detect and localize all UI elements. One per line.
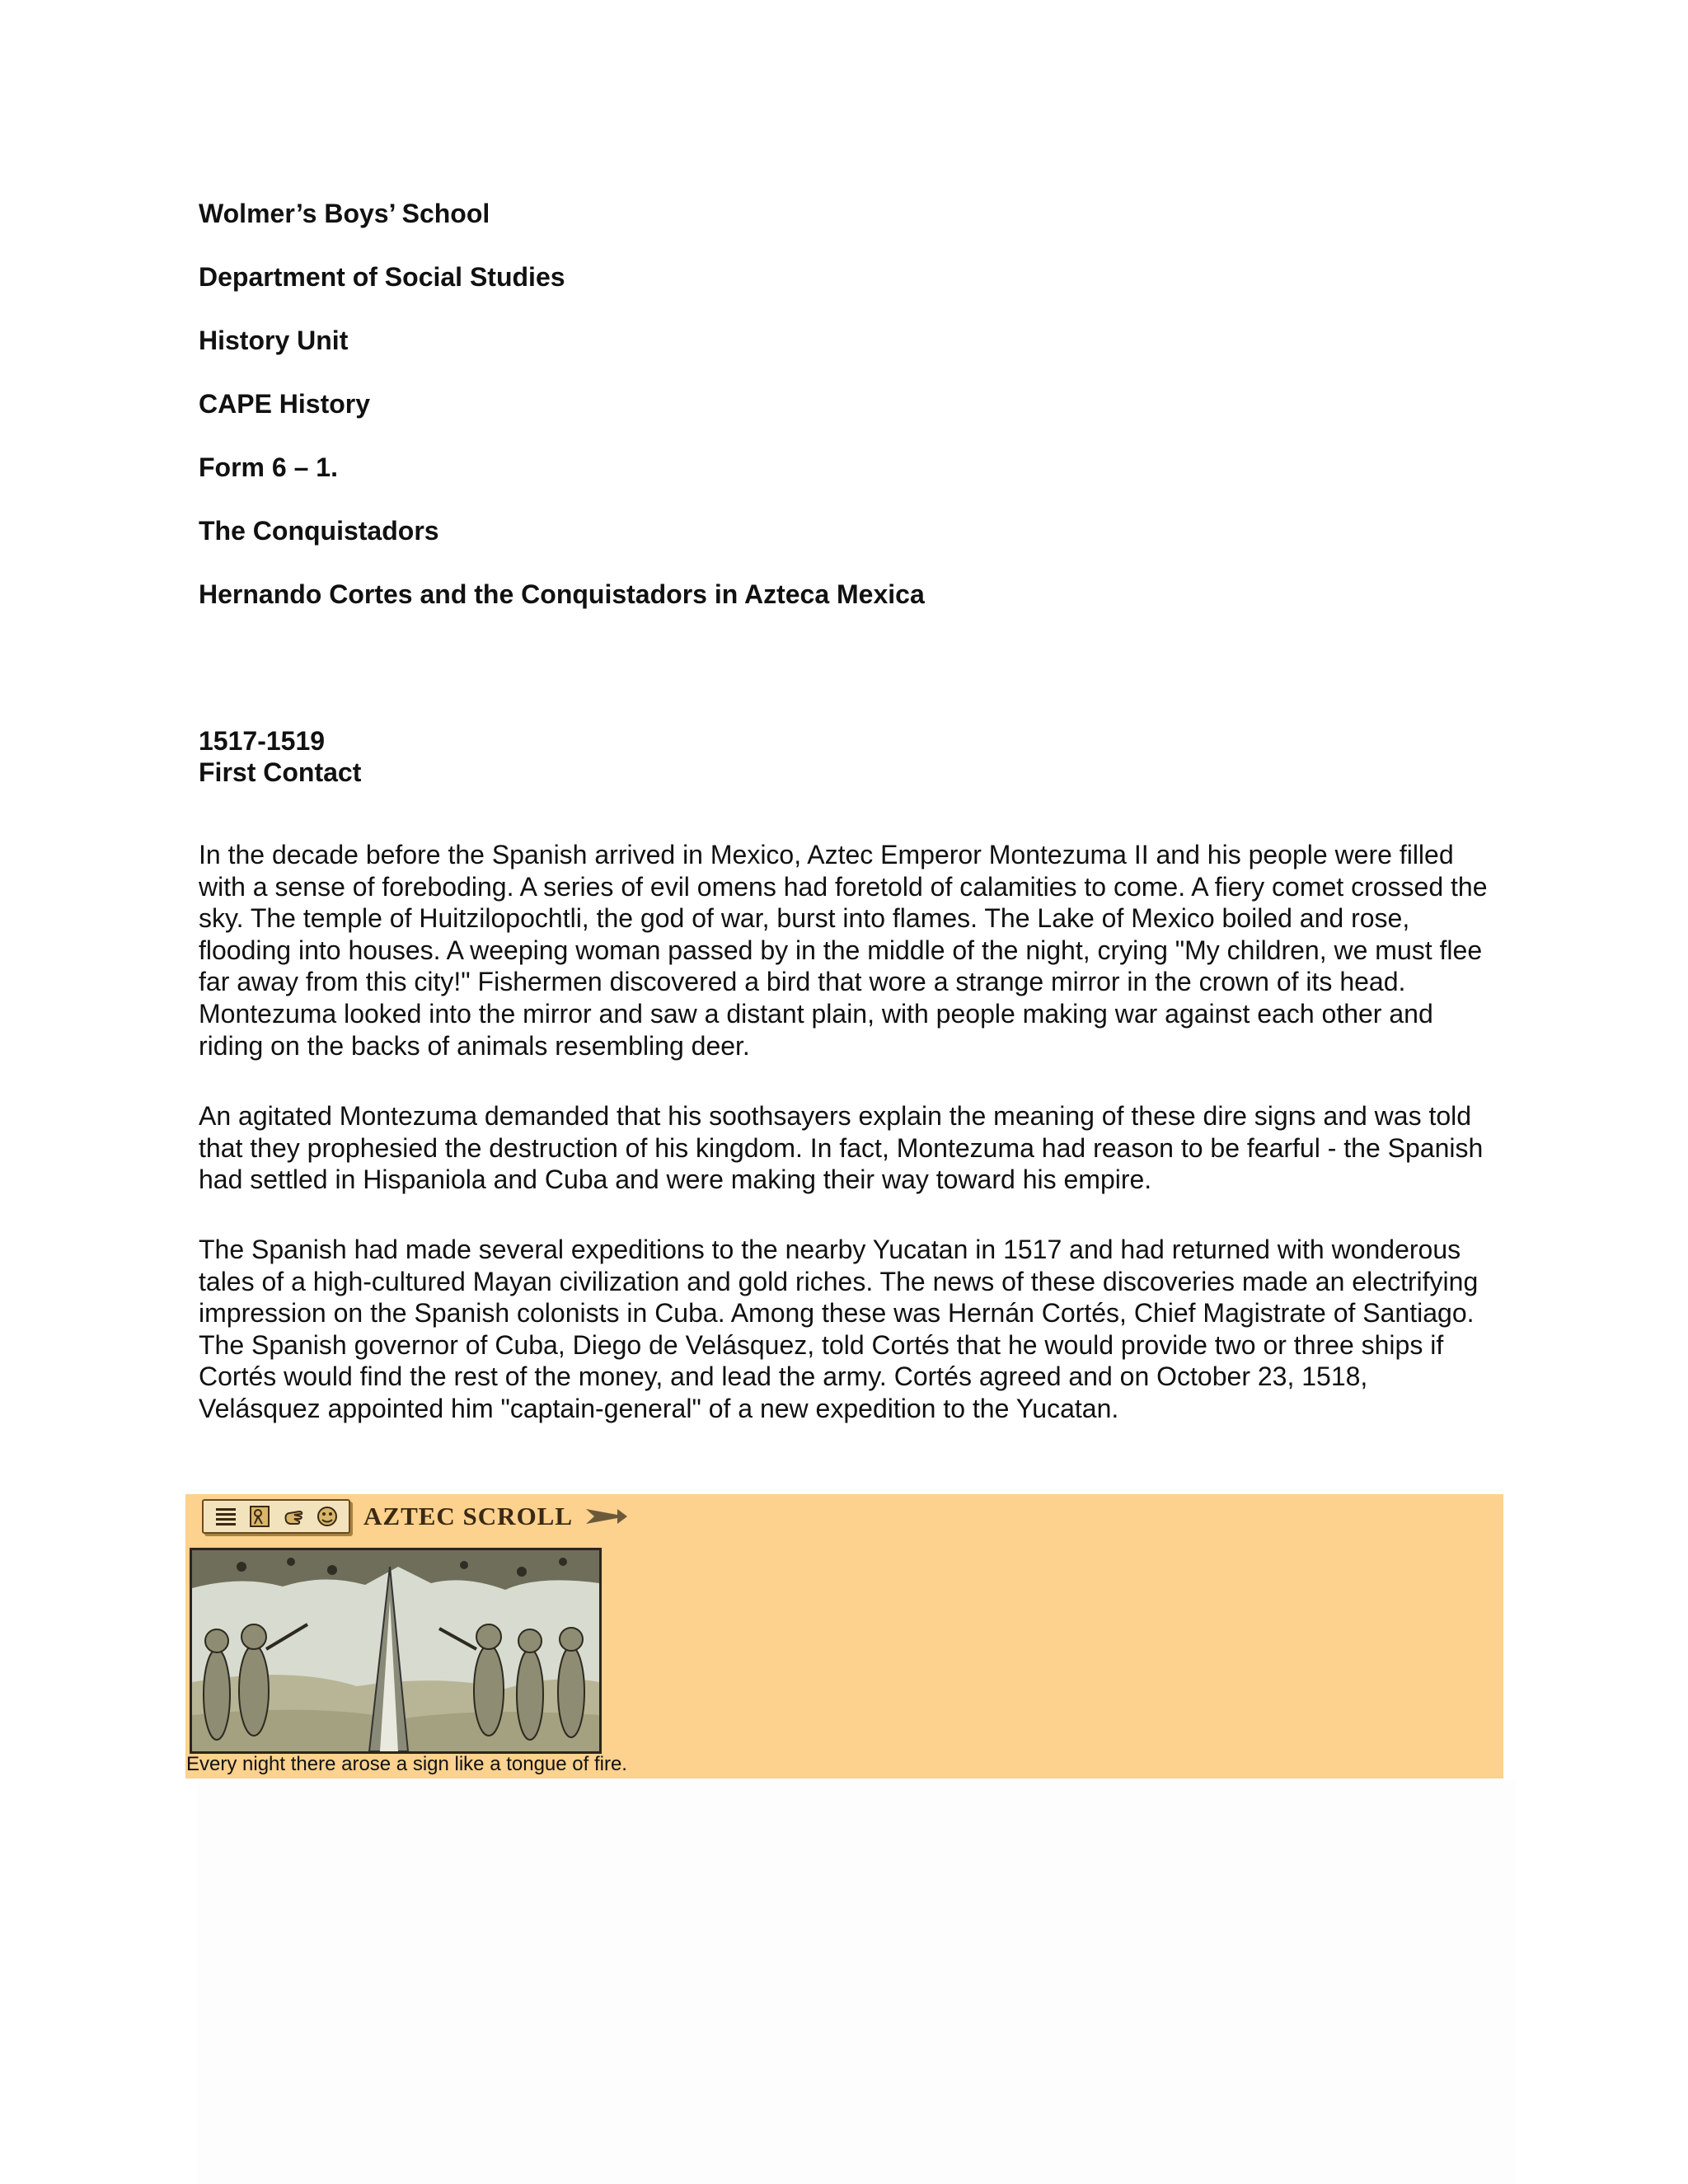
tongue-of-fire-illustration [192,1550,599,1751]
course-name: CAPE History [199,389,371,419]
codex-illustration [190,1548,602,1754]
document-title: Hernando Cortes and the Conquistadors in Azteca Mexica [199,579,925,609]
page-footer-area [198,1780,1517,2184]
paragraph-soothsayers: An agitated Montezuma demanded that his soothsayers explain the meaning of these dire signs and was told that they prophesied the destruction of his kingdom. In fact, Montezuma had reason to be fearful - the Spanish had settled in Hispaniola and Cuba and were making their way toward his empire. [199,1101,1484,1195]
text-lines-icon [213,1504,238,1529]
scroll-caption: Every night there arose a sign like a tongue of fire. [186,1753,627,1775]
form-level: Form 6 – 1. [199,452,338,482]
school-name: Wolmer’s Boys’ School [199,199,490,228]
hand-icon [281,1504,306,1529]
unit-name: History Unit [199,326,349,355]
section-title: First Contact [199,757,362,787]
topic-title: The Conquistadors [199,516,439,546]
aztec-scroll-title: AZTEC SCROLL [363,1502,574,1530]
aztec-scroll-header[interactable] [202,1497,629,1535]
codex-figure-icon [247,1504,272,1529]
face-glyph-icon [315,1504,340,1529]
paragraph-omens: In the decade before the Spanish arrived in Mexico, Aztec Emperor Montezuma II and his people were filled with a sense of foreboding. A series of evil omens had foretold of calamities to come. A fiery comet crossed the sky. The temple of Huitzilopochtli, the god of war, burst into flames. The Lake of Mexico boiled and rose, flooding into houses. A weeping woman passed by in the middle of the night, crying "My children, we must flee far away from this city!" Fishermen discovered a bird that wore a strange mirror in the crown of its head. Montezuma looked into the mirror and saw a distant plain, with people making war against each other and riding on the backs of animals resembling deer. [199,840,1488,1061]
section-date: 1517-1519 [199,726,326,756]
aztec-scroll-panel [185,1494,1503,1779]
right-arrow-icon[interactable] [584,1506,629,1527]
aztec-scroll-logo[interactable] [202,1499,350,1534]
paragraph-expeditions: The Spanish had made several expeditions to the nearby Yucatan in 1517 and had returned with wonderous tales of a high-cultured Mayan civilization and gold riches. The news of these discoveries made an electrifying impression on the Spanish colonists in Cuba. Among these was Hernán Cortés, Chief Magistrate of Santiago. The Spanish governor of Cuba, Diego de Velásquez, told Cortés that he would provide two or three ships if Cortés would find the rest of the money, and lead the army. Cortés agreed and on October 23, 1518, Velásquez appointed him "captain-general" of a new expedition to the Yucatan. [199,1235,1479,1423]
department-name: Department of Social Studies [199,262,565,292]
